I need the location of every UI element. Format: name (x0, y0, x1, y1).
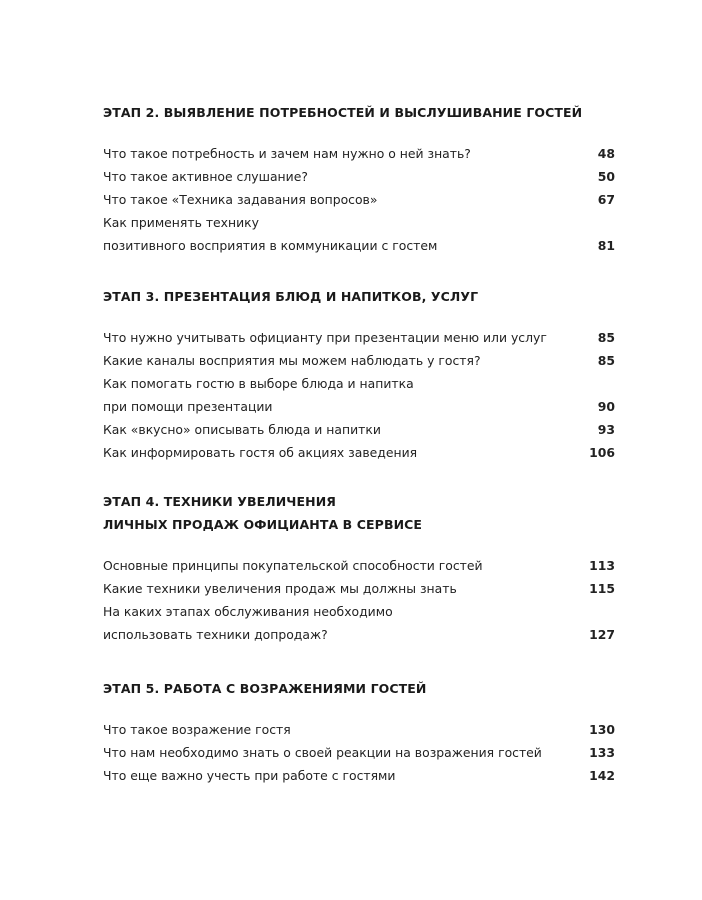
toc-section-stage-2 (103, 101, 615, 257)
entry-title: Что еще важно учесть при работе с гостями (103, 768, 396, 783)
entry-title: Что такое активное слушание? (103, 169, 308, 184)
toc-entries (103, 142, 615, 257)
entry-title: Какие техники увеличения продаж мы должны знать (103, 581, 457, 596)
toc-entries (103, 554, 615, 646)
entry-page-number: 93 (597, 422, 615, 437)
entry-page-number: 142 (589, 768, 615, 783)
entry-page-number: 50 (597, 169, 615, 184)
entry-title: Что нужно учитывать официанту при презентации меню или услуг (103, 330, 547, 345)
entry-page-number: 133 (589, 745, 615, 760)
toc-entry[interactable] (103, 418, 615, 441)
entry-title-continued: при помощи презентации (103, 399, 273, 414)
toc-entry[interactable] (103, 188, 615, 211)
section-title-line: ЛИЧНЫХ ПРОДАЖ ОФИЦИАНТА В СЕРВИСЕ (103, 517, 423, 532)
section-title-line: ЭТАП 2. ВЫЯВЛЕНИЕ ПОТРЕБНОСТЕЙ И ВЫСЛУШИВАНИЕ ГОСТЕЙ (103, 105, 583, 120)
toc-entry[interactable] (103, 577, 615, 600)
toc-entry[interactable] (103, 554, 615, 577)
section-title-line: ЭТАП 4. ТЕХНИКИ УВЕЛИЧЕНИЯ (103, 494, 336, 509)
entry-page-number: 90 (597, 399, 615, 414)
section-title-line: ЭТАП 3. ПРЕЗЕНТАЦИЯ БЛЮД И НАПИТКОВ, УСЛУГ (103, 289, 479, 304)
entry-page-number: 130 (589, 722, 615, 737)
toc-entry[interactable] (103, 211, 615, 257)
entry-title: На каких этапах обслуживания необходимо (103, 604, 393, 619)
toc-entry[interactable] (103, 372, 615, 418)
entry-title-continued: использовать техники допродаж? (103, 627, 328, 642)
entry-title: Основные принципы покупательской способности гостей (103, 558, 483, 573)
toc-entry[interactable] (103, 718, 615, 741)
toc-section-stage-5 (103, 677, 615, 787)
toc-entry[interactable] (103, 142, 615, 165)
toc-entry[interactable] (103, 441, 615, 464)
entry-page-number: 106 (589, 445, 615, 460)
entry-title: Какие каналы восприятия мы можем наблюдать у гостя? (103, 353, 481, 368)
section-title-line: ЭТАП 5. РАБОТА С ВОЗРАЖЕНИЯМИ ГОСТЕЙ (103, 681, 427, 696)
section-title (103, 101, 615, 124)
section-title (103, 490, 615, 536)
entry-page-number: 81 (597, 238, 615, 253)
entry-title: Что нам необходимо знать о своей реакции на возражения гостей (103, 745, 542, 760)
entry-page-number: 48 (597, 146, 615, 161)
entry-page-number: 127 (589, 627, 615, 642)
toc-entry[interactable] (103, 600, 615, 646)
entry-page-number: 113 (589, 558, 615, 573)
toc-entry[interactable] (103, 165, 615, 188)
entry-title: Что такое потребность и зачем нам нужно о ней знать? (103, 146, 471, 161)
toc-entry[interactable] (103, 349, 615, 372)
entry-title: Что такое «Техника задавания вопросов» (103, 192, 378, 207)
entry-title: Как применять технику (103, 215, 259, 230)
entry-page-number: 85 (597, 353, 615, 368)
entry-page-number: 115 (589, 581, 615, 596)
toc-section-stage-3 (103, 285, 615, 464)
entry-page-number: 85 (597, 330, 615, 345)
entry-title-continued: позитивного восприятия в коммуникации с гостем (103, 238, 438, 253)
toc-entry[interactable] (103, 741, 615, 764)
toc-entry[interactable] (103, 764, 615, 787)
entry-title: Что такое возражение гостя (103, 722, 291, 737)
toc-entries (103, 718, 615, 787)
entry-title: Как «вкусно» описывать блюда и напитки (103, 422, 381, 437)
entry-title: Как помогать гостю в выборе блюда и напитка (103, 376, 414, 391)
entry-page-number: 67 (597, 192, 615, 207)
toc-section-stage-4 (103, 490, 615, 646)
section-title (103, 677, 615, 700)
toc-entry[interactable] (103, 326, 615, 349)
toc-entries (103, 326, 615, 464)
entry-title: Как информировать гостя об акциях заведения (103, 445, 418, 460)
section-title (103, 285, 615, 308)
